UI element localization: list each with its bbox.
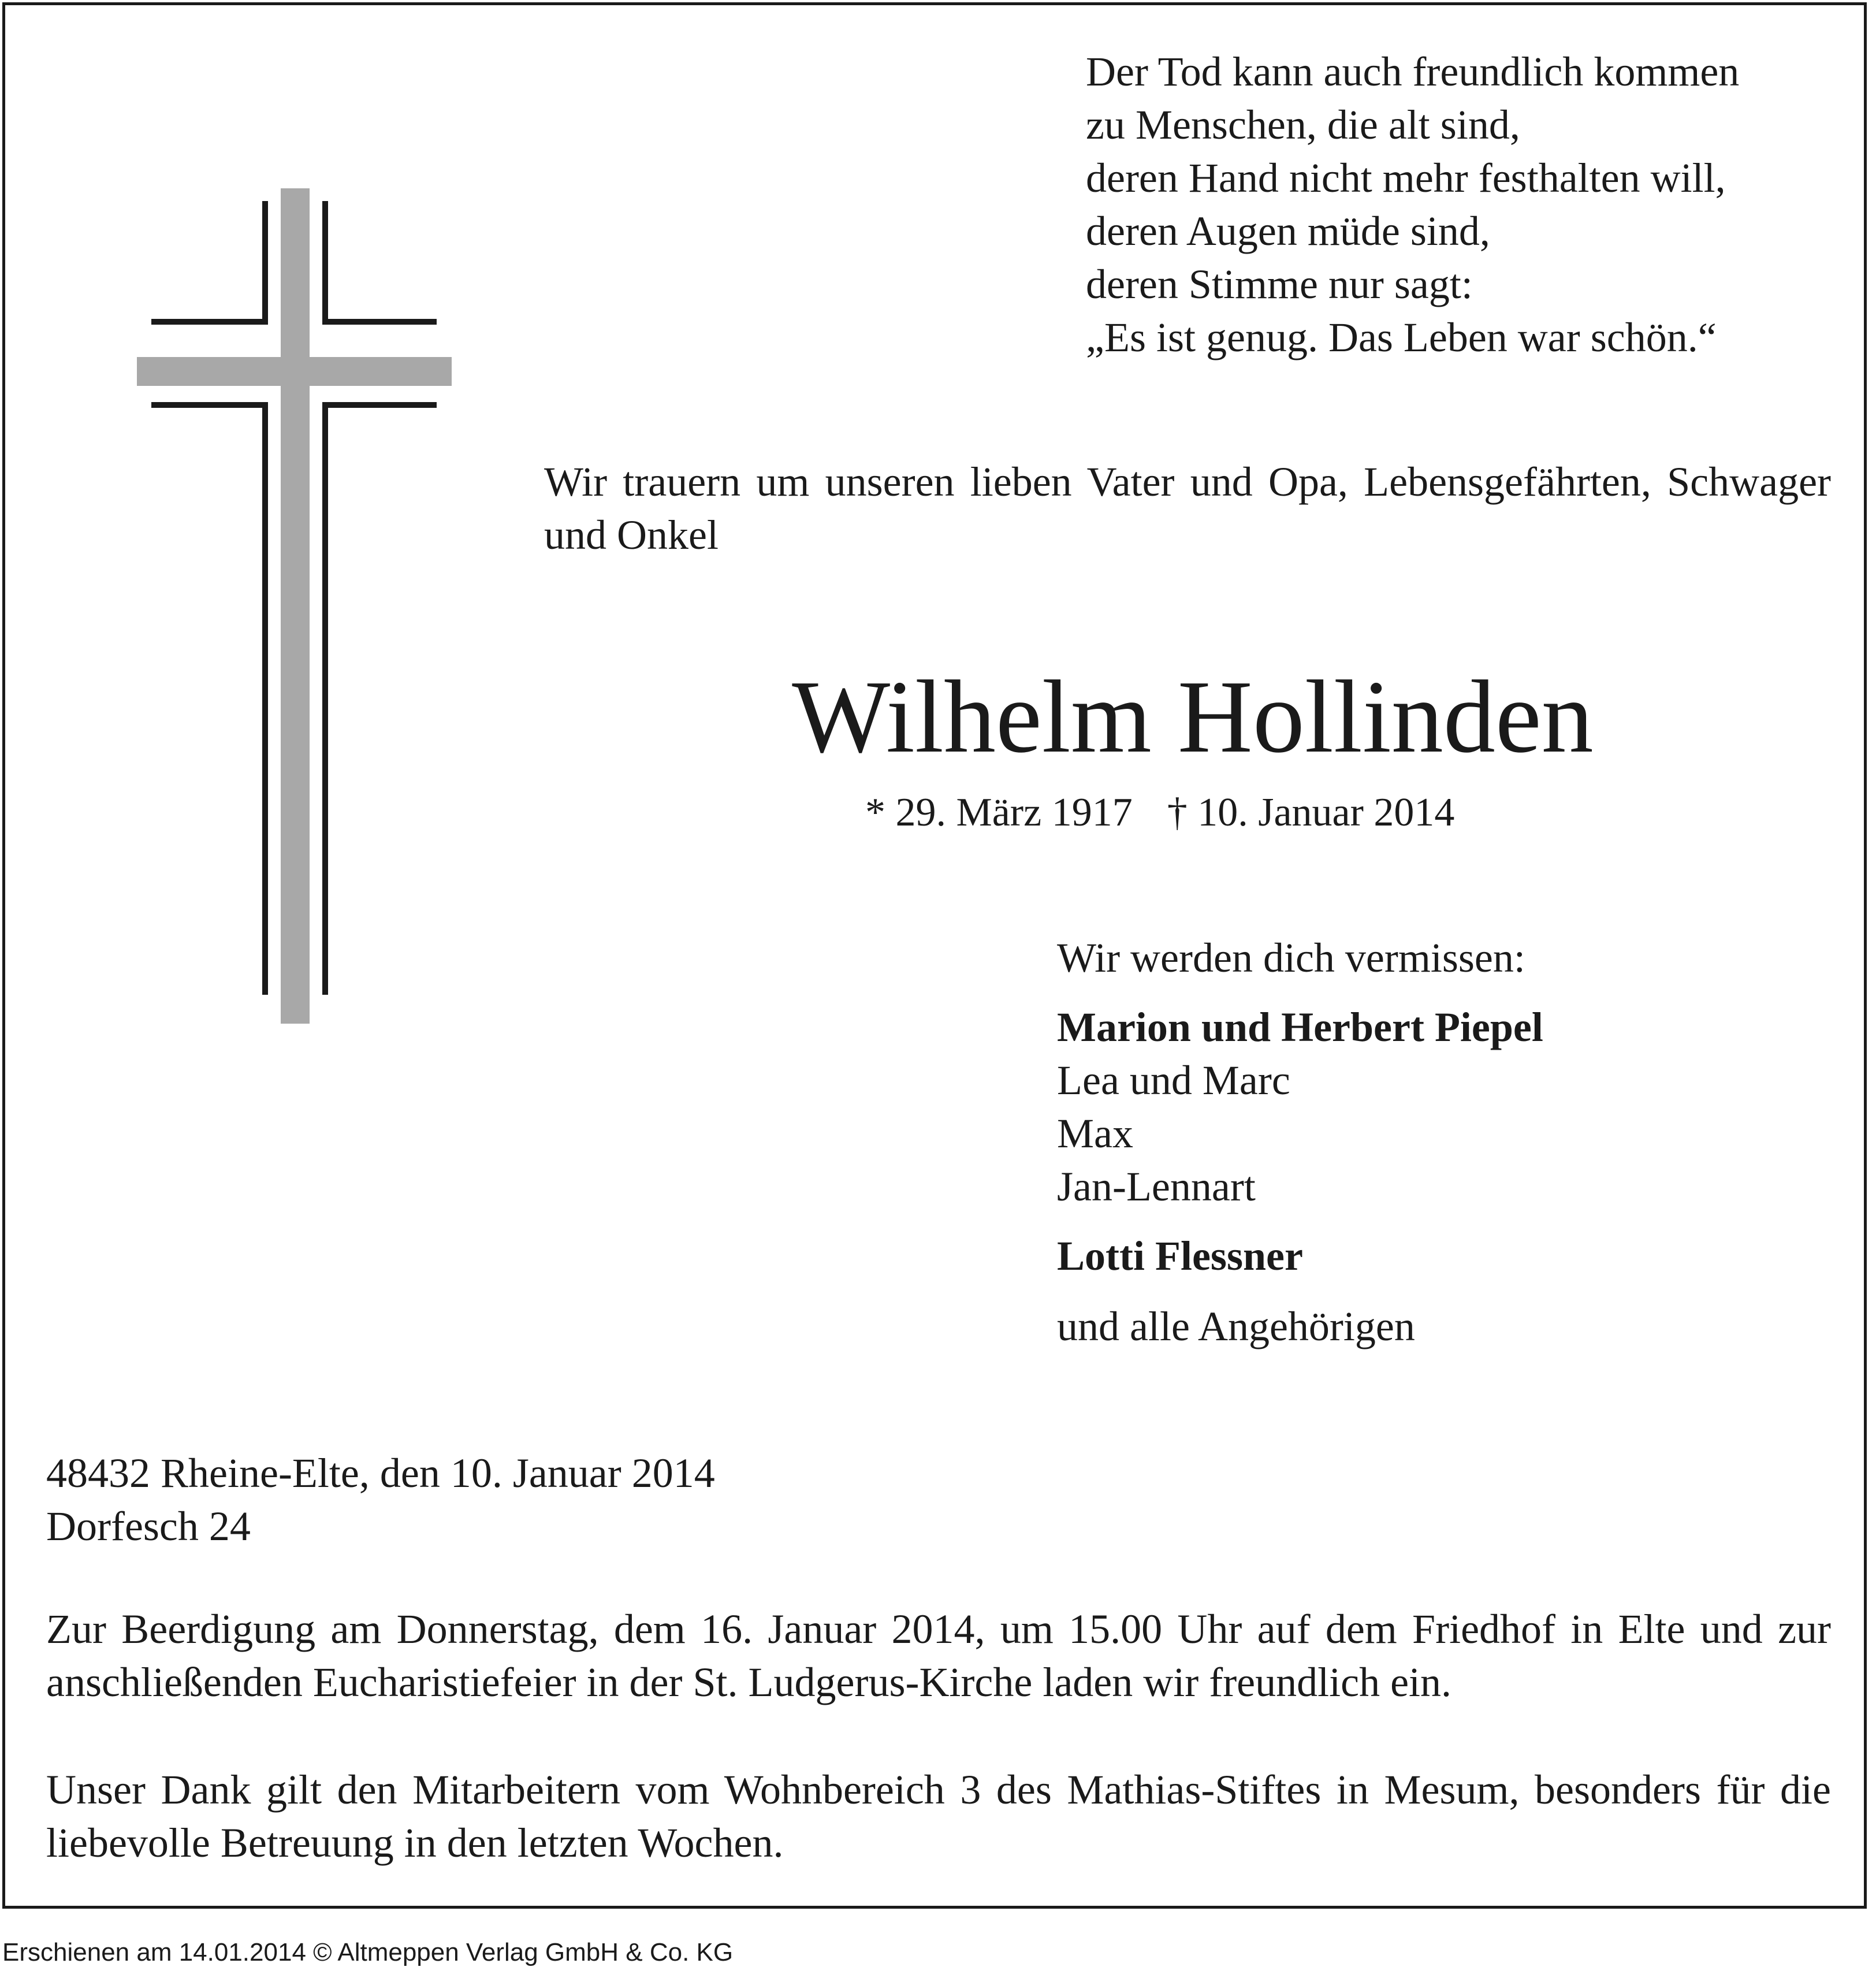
mourners-closing: und alle Angehörigen [1057,1303,1415,1349]
deceased-name: Wilhelm Hollinden [792,659,1594,774]
poem-line: Der Tod kann auch freundlich kommen [1086,49,1740,95]
poem-line: deren Stimme nur sagt: [1086,261,1473,307]
poem-line: zu Menschen, die alt sind, [1086,102,1520,148]
thanks-text: Unser Dank gilt den Mitarbeitern vom Wohnbereich 3 des Mathias-Stiftes in Mesum, besonders für die liebevolle Betreuung in den letzten Wochen. [46,1767,1831,1866]
intro-text: Wir trauern um unseren lieben Vater und Opa, Lebensgefährten, Schwager und Onkel [544,459,1831,558]
mourner-family-piepel: Marion und Herbert Piepel [1057,1004,1543,1050]
life-dates [865,787,1454,839]
address-block [46,1447,715,1553]
cross-icon [134,188,452,1026]
mourners-list [1057,931,1543,1353]
poem-line: deren Hand nicht mehr festhalten will, [1086,155,1726,201]
birth-date: * 29. März 1917 [865,790,1133,835]
publication-footer: Erschienen am 14.01.2014 © Altmeppen Verlag GmbH & Co. KG [2,1938,734,1966]
mourner-flessner: Lotti Flessner [1057,1233,1303,1279]
mourner-child: Max [1057,1110,1133,1157]
funeral-text: Zur Beerdigung am Donnerstag, dem 16. Januar 2014, um 15.00 Uhr auf dem Friedhof in Elte und zur anschließenden Eucharistiefeier in der St. Ludgerus-Kirche laden wir freundlich ein. [46,1606,1831,1705]
death-date: † 10. Januar 2014 [1167,790,1455,835]
poem-line: deren Augen müde sind, [1086,208,1490,254]
poem-line: „Es ist genug. Das Leben war schön.“ [1086,314,1717,360]
poem [1086,45,1739,364]
address-line-street: Dorfesch 24 [46,1503,251,1549]
address-line-place-date: 48432 Rheine-Elte, den 10. Januar 2014 [46,1450,715,1496]
mourner-child: Jan-Lennart [1057,1163,1256,1210]
mourner-child: Lea und Marc [1057,1057,1290,1103]
mourners-heading: Wir werden dich vermissen: [1057,935,1525,981]
